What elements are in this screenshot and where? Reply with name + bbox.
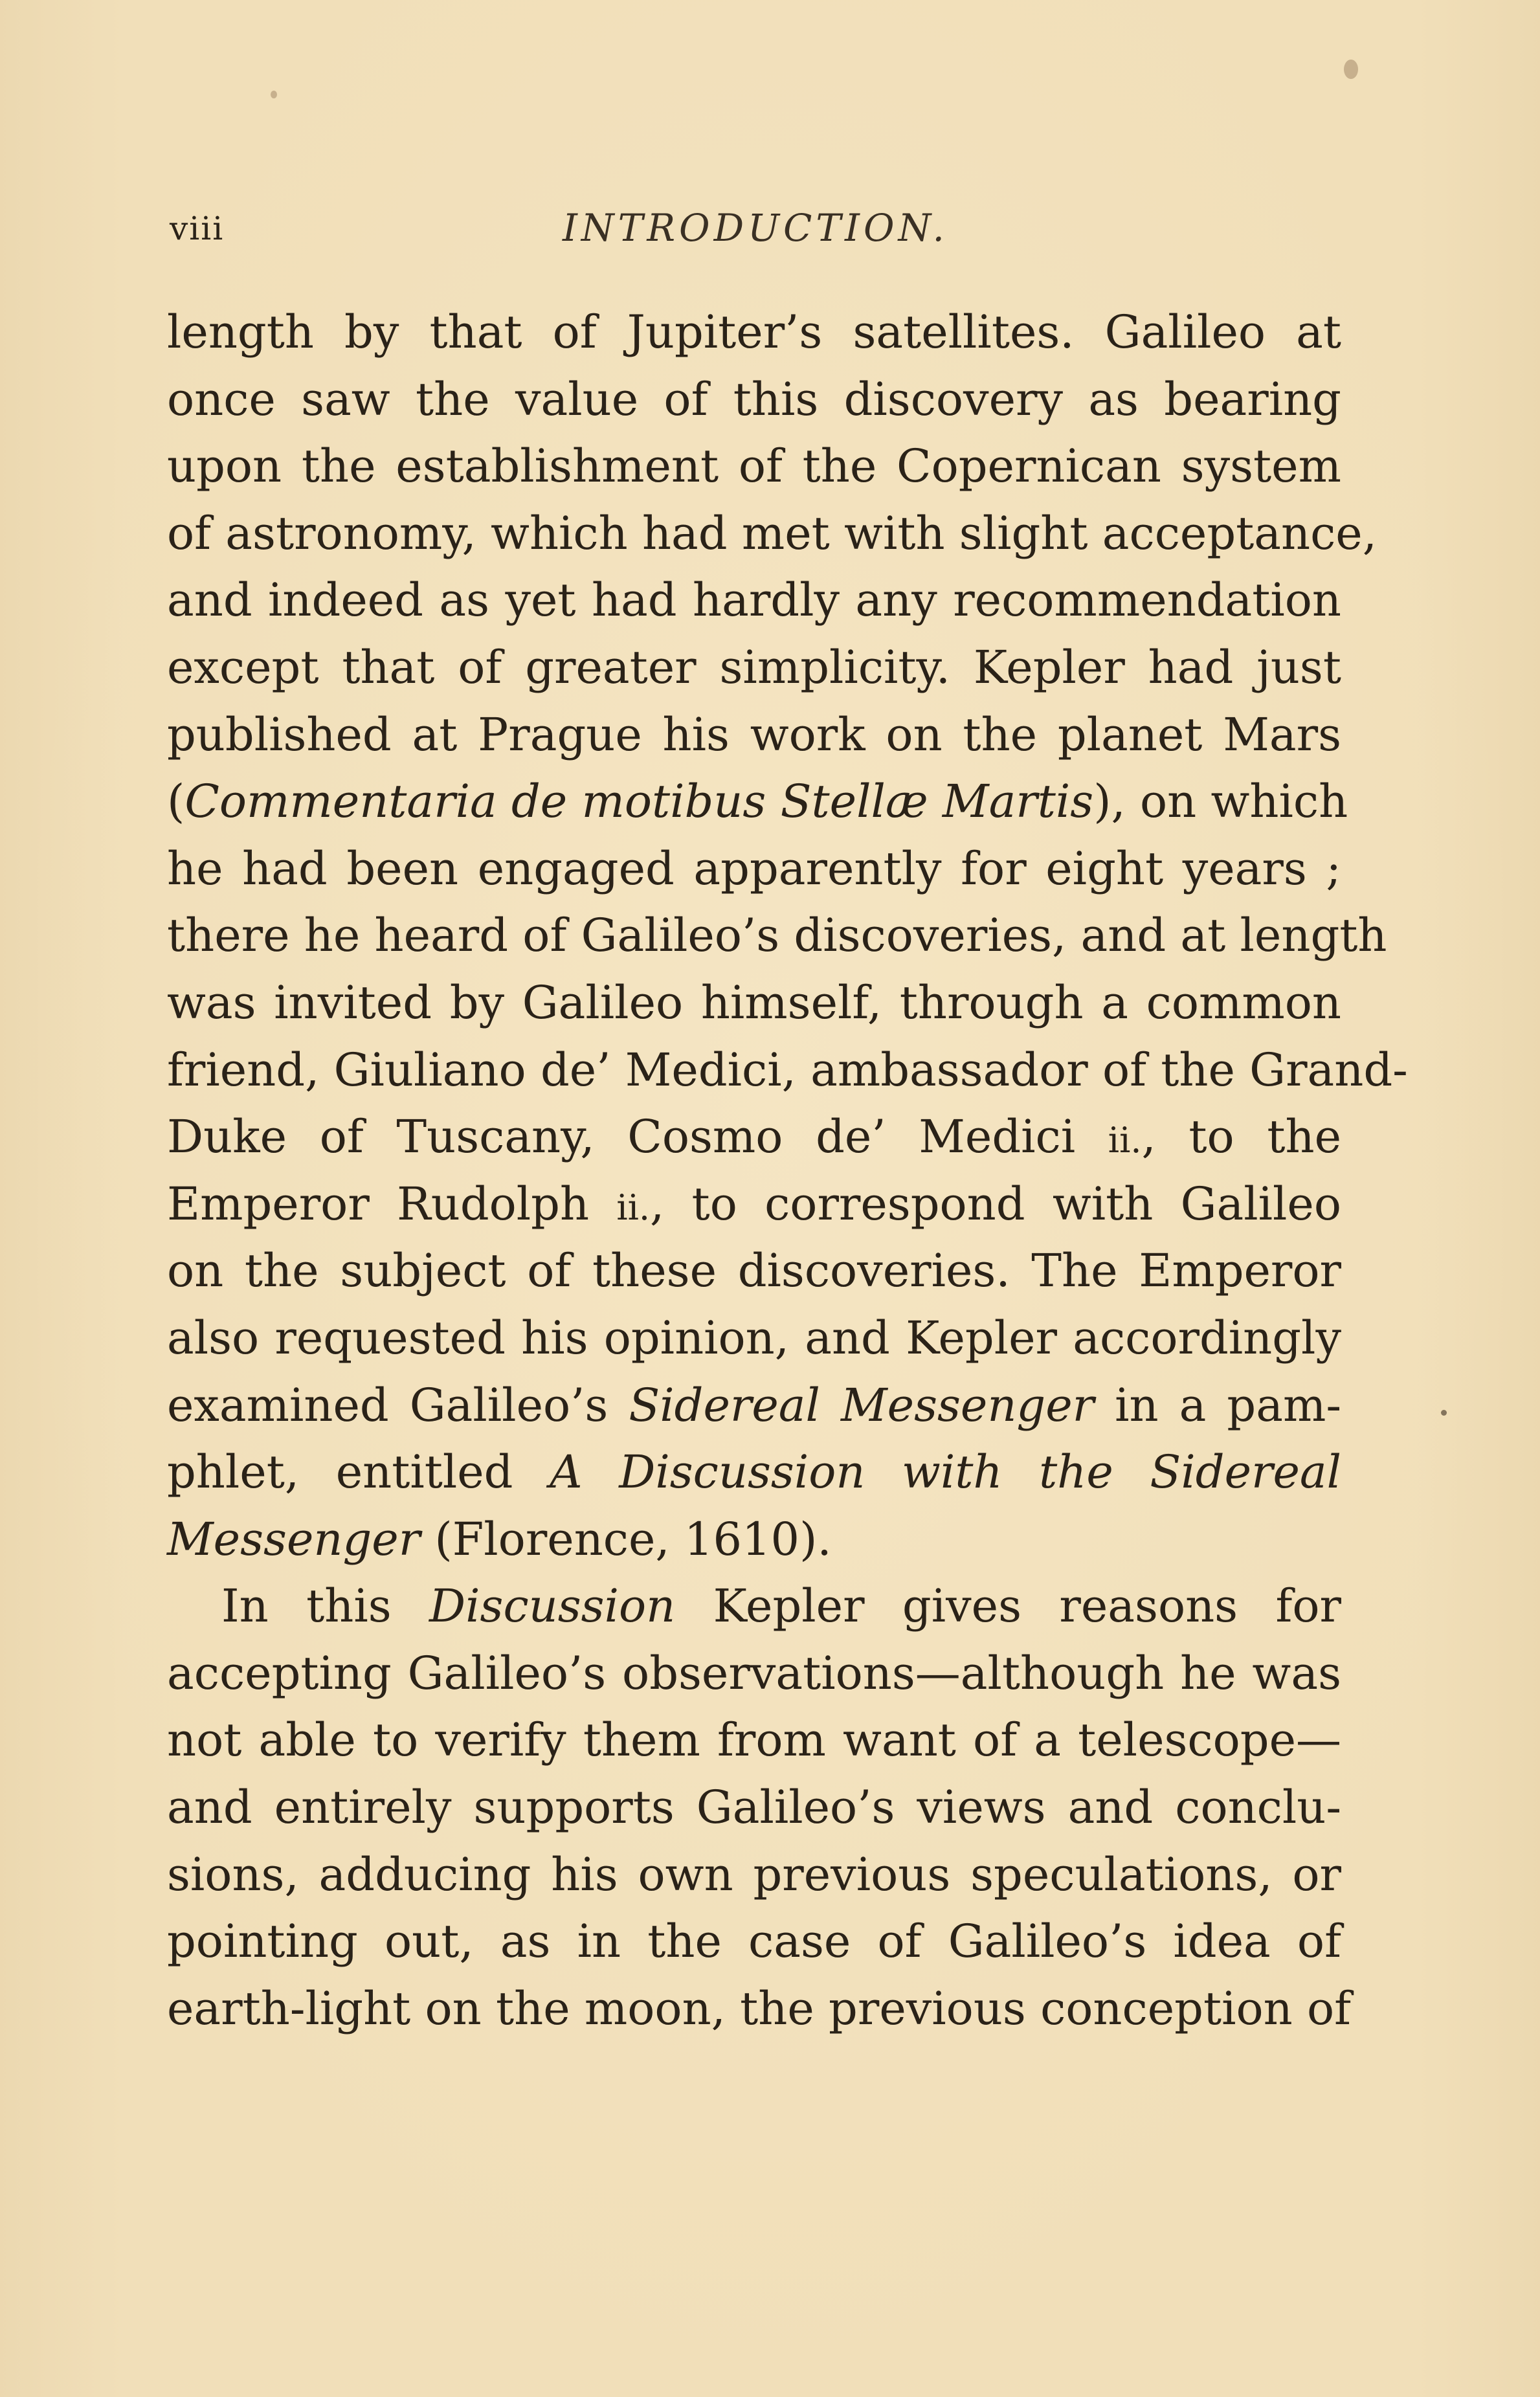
running-title: INTRODUCTION. [563,206,948,250]
italic-title: Sidereal Messenger [629,1378,1095,1432]
italic-title: Discussion [429,1579,676,1633]
paper-speck [1441,1410,1447,1416]
text-line: (Commentaria de motibus Stellæ Martis), on which [167,775,1348,829]
text-line: there he heard of Galileo’s discoveries, and at length [167,909,1387,963]
italic-title: Messenger [167,1512,421,1566]
text-line: accepting Galileo’s observations—although he was [167,1646,1341,1700]
running-head [170,206,1341,258]
text-line: phlet, entitled A Discussion with the Sidereal [167,1445,1341,1499]
text-line: was invited by Galileo himself, through a common [167,976,1341,1029]
text-line: also requested his opinion, and Kepler accordingly [167,1311,1341,1365]
text-line: and entirely supports Galileo’s views and conclu- [167,1781,1341,1834]
paper-speck [271,91,277,98]
text-line: Messenger (Florence, 1610). [167,1512,832,1566]
text-line: on the subject of these discoveries. The Emperor [167,1244,1341,1298]
text-line: published at Prague his work on the planet Mars [167,708,1341,761]
paper-speck [1344,60,1358,79]
text-line: not able to verify them from want of a telescope— [167,1713,1341,1767]
text-line: Emperor Rudolph ii., to correspond with Galileo [167,1177,1341,1231]
text-line: earth-light on the moon, the previous conception of [167,1981,1351,2035]
text-line: sions, adducing his own previous speculations, or [167,1847,1341,1901]
regnal-numeral: ii. [1108,1120,1142,1161]
text-line: he had been engaged apparently for eight years ; [167,842,1341,895]
text-line: and indeed as yet had hardly any recommendation [167,574,1341,627]
text-line: length by that of Jupiter’s satellites. Galileo at [167,306,1341,359]
body-text [167,299,1408,2042]
text-line: examined Galileo’s Sidereal Messenger in a pam- [167,1378,1341,1432]
text-line: once saw the value of this discovery as bearing [167,372,1341,426]
italic-title: Commentaria de motibus Stellæ Martis [184,775,1094,829]
italic-title: A Discussion with the Sidereal [550,1445,1341,1499]
text-line: of astronomy, which had met with slight acceptance, [167,506,1377,560]
page-number: viii [170,210,225,247]
text-line: Duke of Tuscany, Cosmo de’ Medici ii., to the [167,1110,1341,1164]
text-line: except that of greater simplicity. Kepler had just [167,640,1341,694]
paragraph-first-line: In this Discussion Kepler gives reasons for [221,1579,1341,1633]
text-line: friend, Giuliano de’ Medici, ambassador of the Grand- [167,1043,1408,1097]
text-line: pointing out, as in the case of Galileo’s idea of [167,1915,1341,1968]
text-line: upon the establishment of the Copernican system [167,440,1341,493]
regnal-numeral: ii. [616,1187,651,1228]
